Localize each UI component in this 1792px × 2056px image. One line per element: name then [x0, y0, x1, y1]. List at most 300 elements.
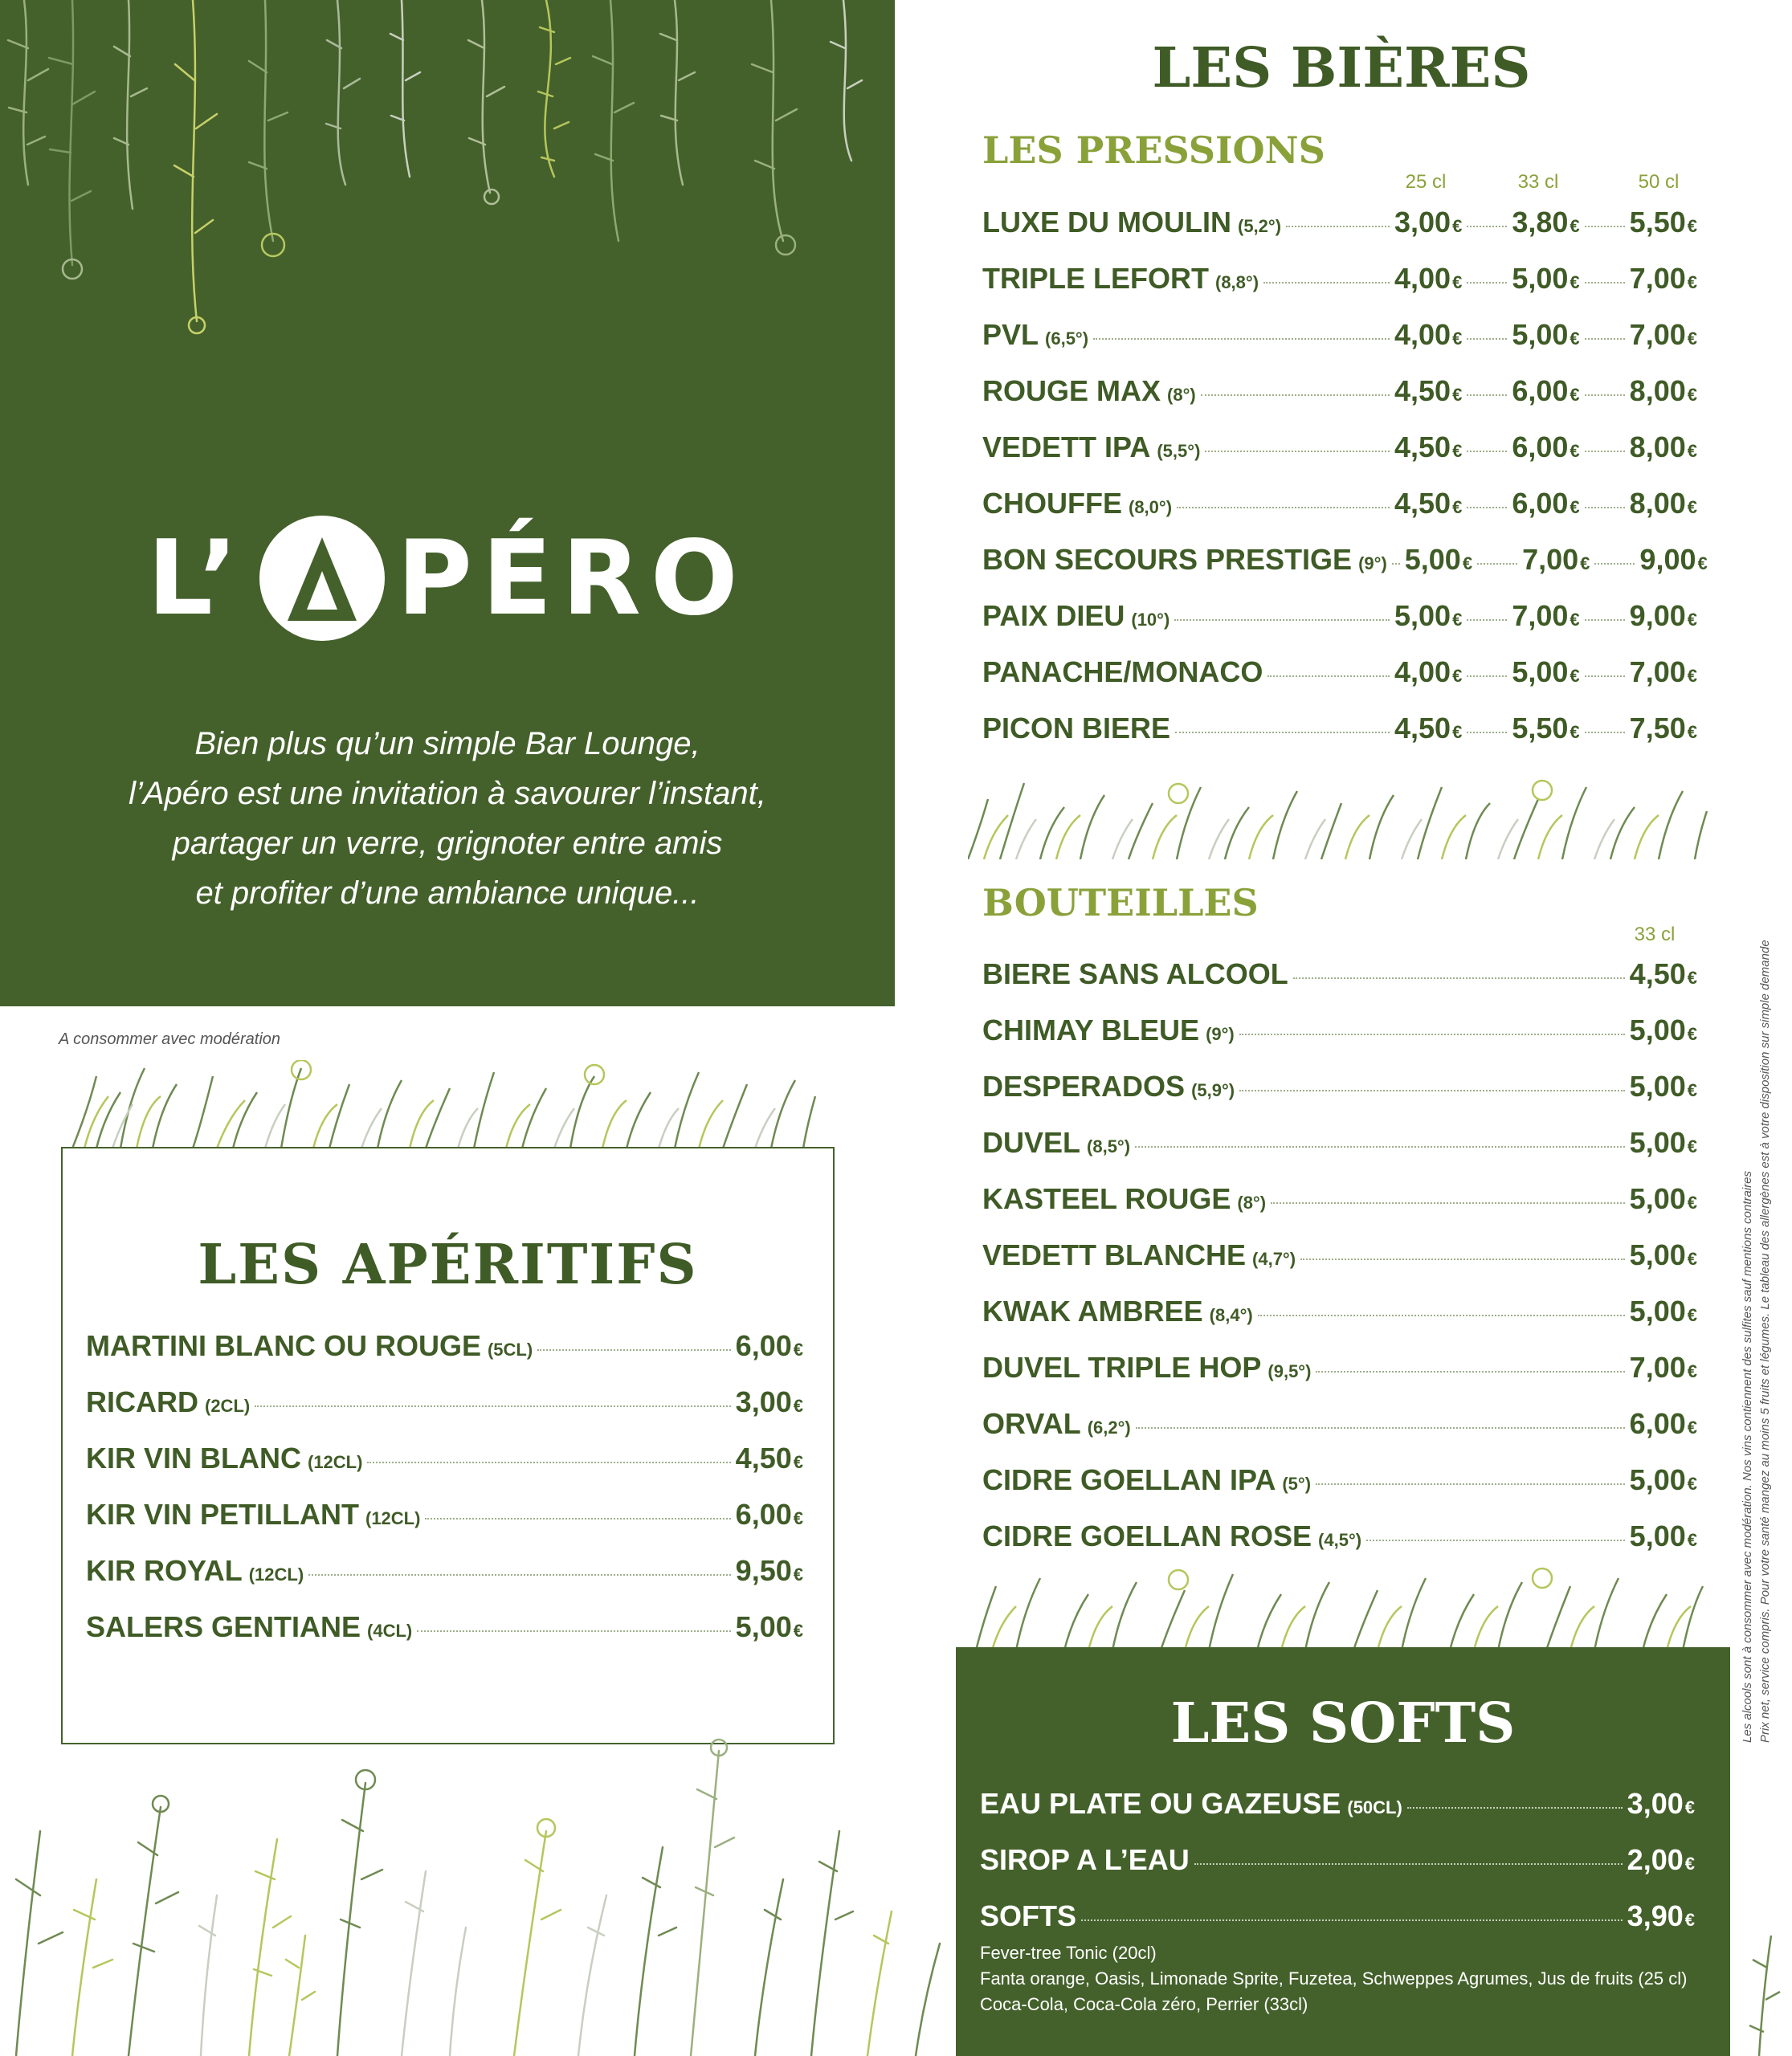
item-price — [1405, 543, 1472, 577]
dot-leader — [367, 1462, 730, 1463]
item-price — [1522, 543, 1590, 577]
aperitif-row — [86, 1385, 803, 1419]
item-name: MARTINI BLANC OU ROUGE — [86, 1329, 481, 1362]
grass-illustration — [72, 1060, 819, 1148]
dot-leader — [1585, 507, 1625, 508]
price-value: 4,50 — [735, 1442, 792, 1475]
item-price — [1627, 1843, 1695, 1877]
dot-leader — [1271, 1202, 1625, 1204]
tagline — [0, 719, 895, 918]
currency-symbol: € — [1570, 666, 1580, 686]
currency-symbol: € — [1687, 385, 1697, 405]
item-name: LUXE DU MOULIN — [982, 206, 1231, 239]
price-value: 5,00 — [1629, 1126, 1686, 1159]
item-name: PICON BIERE — [982, 712, 1171, 744]
price-value: 7,00 — [1522, 543, 1579, 576]
tagline-line: Bien plus qu’un simple Bar Lounge, — [194, 726, 700, 761]
currency-symbol: € — [1687, 1530, 1697, 1550]
currency-symbol: € — [1452, 328, 1463, 349]
item-detail: (6,2°) — [1087, 1418, 1131, 1438]
bouteille-row — [982, 1295, 1697, 1328]
price-value: 5,00 — [1629, 1182, 1686, 1215]
item-price — [1630, 1014, 1697, 1047]
tagline-line: et profiter d’une ambiance unique... — [195, 875, 700, 911]
item-name: ORVAL — [982, 1407, 1081, 1440]
item-price — [1394, 318, 1462, 352]
pression-row — [982, 655, 1697, 689]
softs-note — [980, 1940, 1687, 2017]
bouteille-row — [982, 1463, 1697, 1497]
dot-leader — [537, 1349, 730, 1351]
dot-leader — [1263, 282, 1390, 284]
item-name: ROUGE MAX — [982, 374, 1161, 407]
price-value: 6,00 — [1512, 374, 1569, 407]
item-price — [1394, 206, 1462, 239]
item-name: DESPERADOS — [982, 1070, 1186, 1103]
currency-symbol: € — [793, 1340, 803, 1360]
aperitif-row — [86, 1498, 803, 1532]
aperitif-row — [86, 1442, 803, 1475]
item-detail: (9°) — [1358, 553, 1387, 573]
price-value: 5,00 — [1629, 1070, 1686, 1103]
item-price — [1394, 430, 1462, 464]
bouteille-row — [982, 1238, 1697, 1272]
item-name: DUVEL TRIPLE HOP — [982, 1351, 1262, 1384]
item-detail: (5,9°) — [1191, 1080, 1235, 1100]
dot-leader — [1135, 1146, 1625, 1148]
item-name: PAIX DIEU — [982, 599, 1125, 632]
wildflower-illustration — [0, 1735, 956, 2056]
price-value: 3,00 — [735, 1385, 792, 1418]
price-value: 7,00 — [1629, 262, 1686, 295]
price-value: 5,00 — [1629, 1295, 1686, 1328]
dot-leader — [1081, 1919, 1623, 1921]
currency-symbol: € — [1570, 385, 1580, 405]
item-price — [1630, 1238, 1697, 1272]
price-value: 5,00 — [1629, 1520, 1686, 1552]
price-value: 4,50 — [1629, 957, 1686, 990]
price-value: 5,00 — [1629, 1463, 1686, 1496]
currency-symbol: € — [1687, 441, 1697, 461]
item-detail: (4,5°) — [1318, 1530, 1362, 1550]
dot-leader — [1205, 451, 1390, 452]
item-price — [1630, 1070, 1697, 1103]
item-detail: (12CL) — [308, 1452, 363, 1472]
price-value: 4,50 — [1394, 430, 1451, 463]
dot-leader — [1239, 1034, 1625, 1035]
dot-leader — [1392, 563, 1400, 565]
item-price — [1630, 1295, 1697, 1328]
pression-row — [982, 599, 1697, 633]
item-price — [1630, 599, 1697, 633]
item-price — [1630, 318, 1697, 352]
soft-row — [980, 1899, 1695, 1933]
bouteille-row — [982, 1520, 1697, 1553]
price-value: 8,00 — [1629, 487, 1686, 520]
currency-symbol: € — [1687, 1080, 1697, 1100]
item-price — [1512, 206, 1579, 239]
pression-row — [982, 487, 1697, 520]
soft-row — [980, 1787, 1695, 1821]
item-price — [1512, 487, 1579, 520]
dot-leader — [1467, 507, 1507, 508]
price-value: 5,00 — [735, 1610, 792, 1643]
price-value: 3,80 — [1512, 206, 1569, 239]
currency-symbol: € — [1570, 497, 1580, 517]
dot-leader — [1467, 619, 1507, 621]
dot-leader — [1239, 1090, 1625, 1091]
item-name: CHOUFFE — [982, 487, 1122, 520]
currency-symbol: € — [1687, 1193, 1697, 1213]
currency-symbol: € — [1684, 1910, 1695, 1930]
item-detail: (12CL) — [365, 1508, 421, 1528]
dot-leader — [1174, 619, 1390, 621]
aperitif-row — [86, 1610, 803, 1644]
currency-symbol: € — [1570, 328, 1580, 349]
price-value: 4,50 — [1394, 712, 1451, 744]
item-name: PVL — [982, 318, 1039, 351]
price-value: 4,50 — [1394, 487, 1451, 520]
item-price — [1394, 262, 1462, 296]
dot-leader — [1477, 563, 1517, 565]
price-value: 3,90 — [1627, 1899, 1684, 1932]
currency-symbol: € — [1580, 553, 1590, 573]
dot-leader — [1585, 619, 1625, 621]
item-price — [1394, 655, 1462, 689]
dot-leader — [1267, 675, 1390, 677]
price-value: 5,00 — [1512, 655, 1569, 688]
dot-leader — [1136, 1427, 1625, 1429]
hero-panel — [0, 0, 895, 1006]
currency-symbol: € — [1687, 610, 1697, 630]
pression-row — [982, 374, 1697, 408]
currency-symbol: € — [1687, 1024, 1697, 1044]
currency-symbol: € — [1452, 666, 1463, 686]
dot-leader — [1467, 226, 1507, 227]
item-price — [1630, 1126, 1697, 1160]
column-header-25cl: 25 cl — [1405, 171, 1447, 193]
item-detail: (8°) — [1237, 1193, 1267, 1213]
currency-symbol: € — [1452, 497, 1463, 517]
price-value: 4,00 — [1394, 318, 1451, 351]
dot-leader — [1366, 1540, 1625, 1541]
dot-leader — [255, 1405, 730, 1407]
item-price — [1512, 430, 1579, 464]
pression-row — [982, 262, 1697, 296]
legal-notice — [1739, 859, 1774, 1743]
price-value: 5,00 — [1629, 1014, 1686, 1046]
price-value: 4,00 — [1394, 262, 1451, 295]
price-value: 8,00 — [1629, 374, 1686, 407]
bieres-title: LES BIÈRES — [1152, 36, 1531, 100]
price-value: 8,00 — [1629, 430, 1686, 463]
bouteille-row — [982, 1182, 1697, 1216]
price-value: 6,00 — [1512, 487, 1569, 520]
item-name: SOFTS — [980, 1899, 1077, 1932]
currency-symbol: € — [1687, 1474, 1697, 1494]
item-name: KWAK AMBREE — [982, 1295, 1203, 1328]
dot-leader — [1316, 1483, 1625, 1485]
item-price — [1394, 599, 1462, 633]
dot-leader — [1585, 282, 1625, 284]
item-price — [1630, 1407, 1697, 1441]
dot-leader — [1177, 507, 1390, 508]
price-value: 5,00 — [1629, 1238, 1686, 1271]
item-name: DUVEL — [982, 1126, 1081, 1159]
pression-row — [982, 543, 1708, 577]
dot-leader — [1467, 338, 1507, 340]
price-value: 7,00 — [1629, 655, 1686, 688]
item-price — [736, 1329, 803, 1363]
softs-note-line: Fever-tree Tonic (20cl) — [980, 1943, 1157, 1963]
price-value: 5,00 — [1512, 262, 1569, 295]
dot-leader — [1467, 675, 1507, 677]
currency-symbol: € — [1684, 1797, 1695, 1817]
currency-symbol: € — [1697, 553, 1708, 573]
item-price — [1630, 957, 1697, 991]
item-name: EAU PLATE OU GAZEUSE — [980, 1787, 1341, 1820]
bouteille-row — [982, 1126, 1697, 1160]
currency-symbol: € — [1687, 968, 1697, 988]
price-value: 6,00 — [1512, 430, 1569, 463]
item-name: KIR VIN BLANC — [86, 1442, 301, 1475]
price-value: 6,00 — [1629, 1407, 1686, 1440]
item-price — [1394, 374, 1462, 408]
bouteille-row — [982, 1070, 1697, 1103]
currency-symbol: € — [1570, 610, 1580, 630]
price-value: 5,00 — [1404, 543, 1461, 576]
item-price — [1394, 712, 1462, 745]
item-price — [736, 1385, 803, 1419]
dot-leader — [1201, 394, 1390, 396]
item-name: RICARD — [86, 1385, 198, 1418]
item-price — [1627, 1787, 1695, 1821]
legal-notice-line: Les alcools sont à consommer avec modération. Nos vins contiennent des sulfites sauf mentions contraires — [1741, 1170, 1754, 1743]
dot-leader — [1467, 282, 1507, 284]
item-price — [1630, 262, 1697, 296]
item-price — [1630, 374, 1697, 408]
item-name: TRIPLE LEFORT — [982, 262, 1209, 295]
currency-symbol: € — [1452, 272, 1463, 292]
dot-leader — [1585, 394, 1625, 396]
item-price — [1630, 712, 1697, 745]
item-name: VEDETT BLANCHE — [982, 1238, 1247, 1271]
currency-symbol: € — [1687, 1305, 1697, 1325]
item-price — [1627, 1899, 1695, 1933]
currency-symbol: € — [1687, 666, 1697, 686]
item-price — [736, 1554, 803, 1588]
currency-symbol: € — [1570, 722, 1580, 742]
dot-leader — [1300, 1258, 1625, 1260]
dot-leader — [1585, 675, 1625, 677]
item-detail: (8,8°) — [1215, 272, 1259, 292]
item-price — [1630, 1463, 1697, 1497]
column-header-50cl: 50 cl — [1638, 171, 1680, 193]
item-detail: (5°) — [1282, 1474, 1312, 1494]
item-price — [1394, 487, 1462, 520]
item-detail: (5CL) — [487, 1340, 533, 1360]
item-price — [1630, 655, 1697, 689]
item-name: BON SECOURS PRESTIGE — [982, 543, 1353, 576]
item-name: SIROP A L’EAU — [980, 1843, 1190, 1876]
logo — [0, 506, 895, 651]
currency-symbol: € — [1570, 272, 1580, 292]
price-value: 7,00 — [1629, 318, 1686, 351]
currency-symbol: € — [1452, 441, 1463, 461]
dot-leader — [308, 1574, 731, 1576]
currency-symbol: € — [1687, 1361, 1697, 1381]
item-name: PANACHE/MONACO — [982, 655, 1263, 688]
currency-symbol: € — [1687, 1418, 1697, 1438]
item-price — [1630, 487, 1697, 520]
item-price — [1512, 318, 1579, 352]
price-value: 2,00 — [1627, 1843, 1684, 1876]
softs-title: LES SOFTS — [1170, 1691, 1516, 1756]
item-detail: (4CL) — [367, 1621, 413, 1641]
pression-row — [982, 318, 1697, 352]
item-detail: (4,7°) — [1252, 1249, 1296, 1269]
dot-leader — [1093, 338, 1390, 340]
price-value: 4,00 — [1394, 655, 1451, 688]
currency-symbol: € — [1687, 328, 1697, 349]
item-detail: (10°) — [1131, 610, 1170, 630]
dot-leader — [1594, 563, 1635, 565]
item-name: SALERS GENTIANE — [86, 1610, 361, 1643]
item-detail: (8°) — [1167, 385, 1196, 405]
dot-leader — [425, 1518, 730, 1520]
grass-illustration — [968, 1562, 1711, 1650]
currency-symbol: € — [1462, 553, 1473, 573]
currency-symbol: € — [1570, 441, 1580, 461]
item-detail: (8,4°) — [1209, 1305, 1253, 1325]
currency-symbol: € — [793, 1508, 803, 1528]
item-price — [1630, 430, 1697, 464]
bouteille-row — [982, 1407, 1697, 1441]
dot-leader — [1194, 1863, 1623, 1865]
price-value: 3,00 — [1627, 1787, 1684, 1820]
dot-leader — [1467, 394, 1507, 396]
item-price — [1512, 599, 1579, 633]
currency-symbol: € — [793, 1396, 803, 1416]
item-detail: (5,5°) — [1157, 441, 1201, 461]
price-value: 9,50 — [735, 1554, 792, 1587]
sprig-illustration — [1735, 1928, 1787, 2056]
dot-leader — [1175, 732, 1390, 733]
currency-symbol: € — [793, 1564, 803, 1585]
column-header-33cl: 33 cl — [1517, 171, 1559, 193]
dot-leader — [1286, 226, 1390, 227]
item-price — [1512, 655, 1579, 689]
item-name: CIDRE GOELLAN IPA — [982, 1463, 1276, 1496]
item-price — [736, 1442, 803, 1475]
currency-symbol: € — [1452, 216, 1463, 236]
price-value: 6,00 — [735, 1329, 792, 1362]
item-price — [1639, 543, 1707, 577]
item-detail: (2CL) — [205, 1396, 251, 1416]
aperitifs-title: LES APÉRITIFS — [198, 1233, 698, 1297]
hanging-foliage-illustration — [0, 0, 895, 369]
dot-leader — [1585, 732, 1625, 733]
logo-a-mark-icon — [259, 515, 386, 642]
aperitif-row — [86, 1329, 803, 1363]
item-name: KASTEEL ROUGE — [982, 1182, 1231, 1215]
item-detail: (9,5°) — [1267, 1361, 1312, 1381]
currency-symbol: € — [1687, 1249, 1697, 1269]
item-detail: (5,2°) — [1238, 216, 1282, 236]
item-detail: (12CL) — [248, 1564, 304, 1585]
dot-leader — [417, 1630, 730, 1632]
item-name: CIDRE GOELLAN ROSE — [982, 1520, 1312, 1552]
pressions-title: LES PRESSIONS — [982, 128, 1325, 172]
dot-leader — [1467, 732, 1507, 733]
price-value: 7,00 — [1512, 599, 1569, 632]
currency-symbol: € — [1687, 497, 1697, 517]
item-name: BIERE SANS ALCOOL — [982, 957, 1288, 990]
currency-symbol: € — [1452, 610, 1463, 630]
item-price — [1630, 1520, 1697, 1553]
item-price — [1630, 1182, 1697, 1216]
item-price — [736, 1610, 803, 1644]
currency-symbol: € — [793, 1621, 803, 1641]
softs-note-line: Fanta orange, Oasis, Limonade Sprite, Fuzetea, Schweppes Agrumes, Jus de fruits (25 cl) — [980, 1968, 1688, 1989]
tagline-line: partager un verre, grignoter entre amis — [172, 826, 723, 861]
logo-text-right: PÉRO — [397, 518, 748, 638]
item-price — [1630, 1351, 1697, 1385]
item-detail: (9°) — [1206, 1024, 1235, 1044]
currency-symbol: € — [1570, 216, 1580, 236]
tagline-line: l’Apéro est une invitation à savourer l’instant, — [129, 776, 766, 811]
softs-note-line: Coca-Cola, Coca-Cola zéro, Perrier (33cl) — [980, 1994, 1308, 2014]
item-name: KIR VIN PETILLANT — [86, 1498, 359, 1531]
bouteilles-title: BOUTEILLES — [982, 881, 1259, 924]
item-price — [736, 1498, 803, 1532]
item-price — [1512, 262, 1579, 296]
soft-row — [980, 1843, 1695, 1877]
price-value: 9,00 — [1629, 599, 1686, 632]
currency-symbol: € — [1452, 722, 1463, 742]
aperitif-row — [86, 1554, 803, 1588]
grass-illustration — [968, 771, 1711, 859]
dot-leader — [1585, 338, 1625, 340]
dot-leader — [1316, 1371, 1624, 1373]
moderation-notice: A consommer avec modération — [59, 1030, 281, 1048]
logo-text-left: L’ — [147, 518, 248, 638]
dot-leader — [1293, 977, 1625, 979]
price-value: 6,00 — [735, 1498, 792, 1531]
pression-row — [982, 430, 1697, 464]
dot-leader — [1407, 1807, 1623, 1809]
currency-symbol: € — [1687, 216, 1697, 236]
bouteille-row — [982, 1014, 1697, 1047]
item-detail: (8,0°) — [1129, 497, 1173, 517]
dot-leader — [1585, 451, 1625, 452]
currency-symbol: € — [1687, 272, 1697, 292]
legal-notice-line: Prix net, service compris. Pour votre santé mangez au moins 5 fruits et légumes. Le tableau des allergènes est à votre disposition sur simple demande — [1758, 940, 1772, 1743]
currency-symbol: € — [1452, 385, 1463, 405]
currency-symbol: € — [1687, 1136, 1697, 1156]
item-name: VEDETT IPA — [982, 430, 1151, 463]
bouteille-row — [982, 957, 1697, 991]
bouteille-row — [982, 1351, 1697, 1385]
price-value: 5,50 — [1512, 712, 1569, 744]
price-value: 5,00 — [1512, 318, 1569, 351]
item-name: KIR ROYAL — [86, 1554, 243, 1587]
item-detail: (8,5°) — [1087, 1136, 1131, 1156]
item-price — [1512, 374, 1579, 408]
currency-symbol: € — [1684, 1854, 1695, 1874]
price-value: 4,50 — [1394, 374, 1451, 407]
item-price — [1630, 206, 1697, 239]
